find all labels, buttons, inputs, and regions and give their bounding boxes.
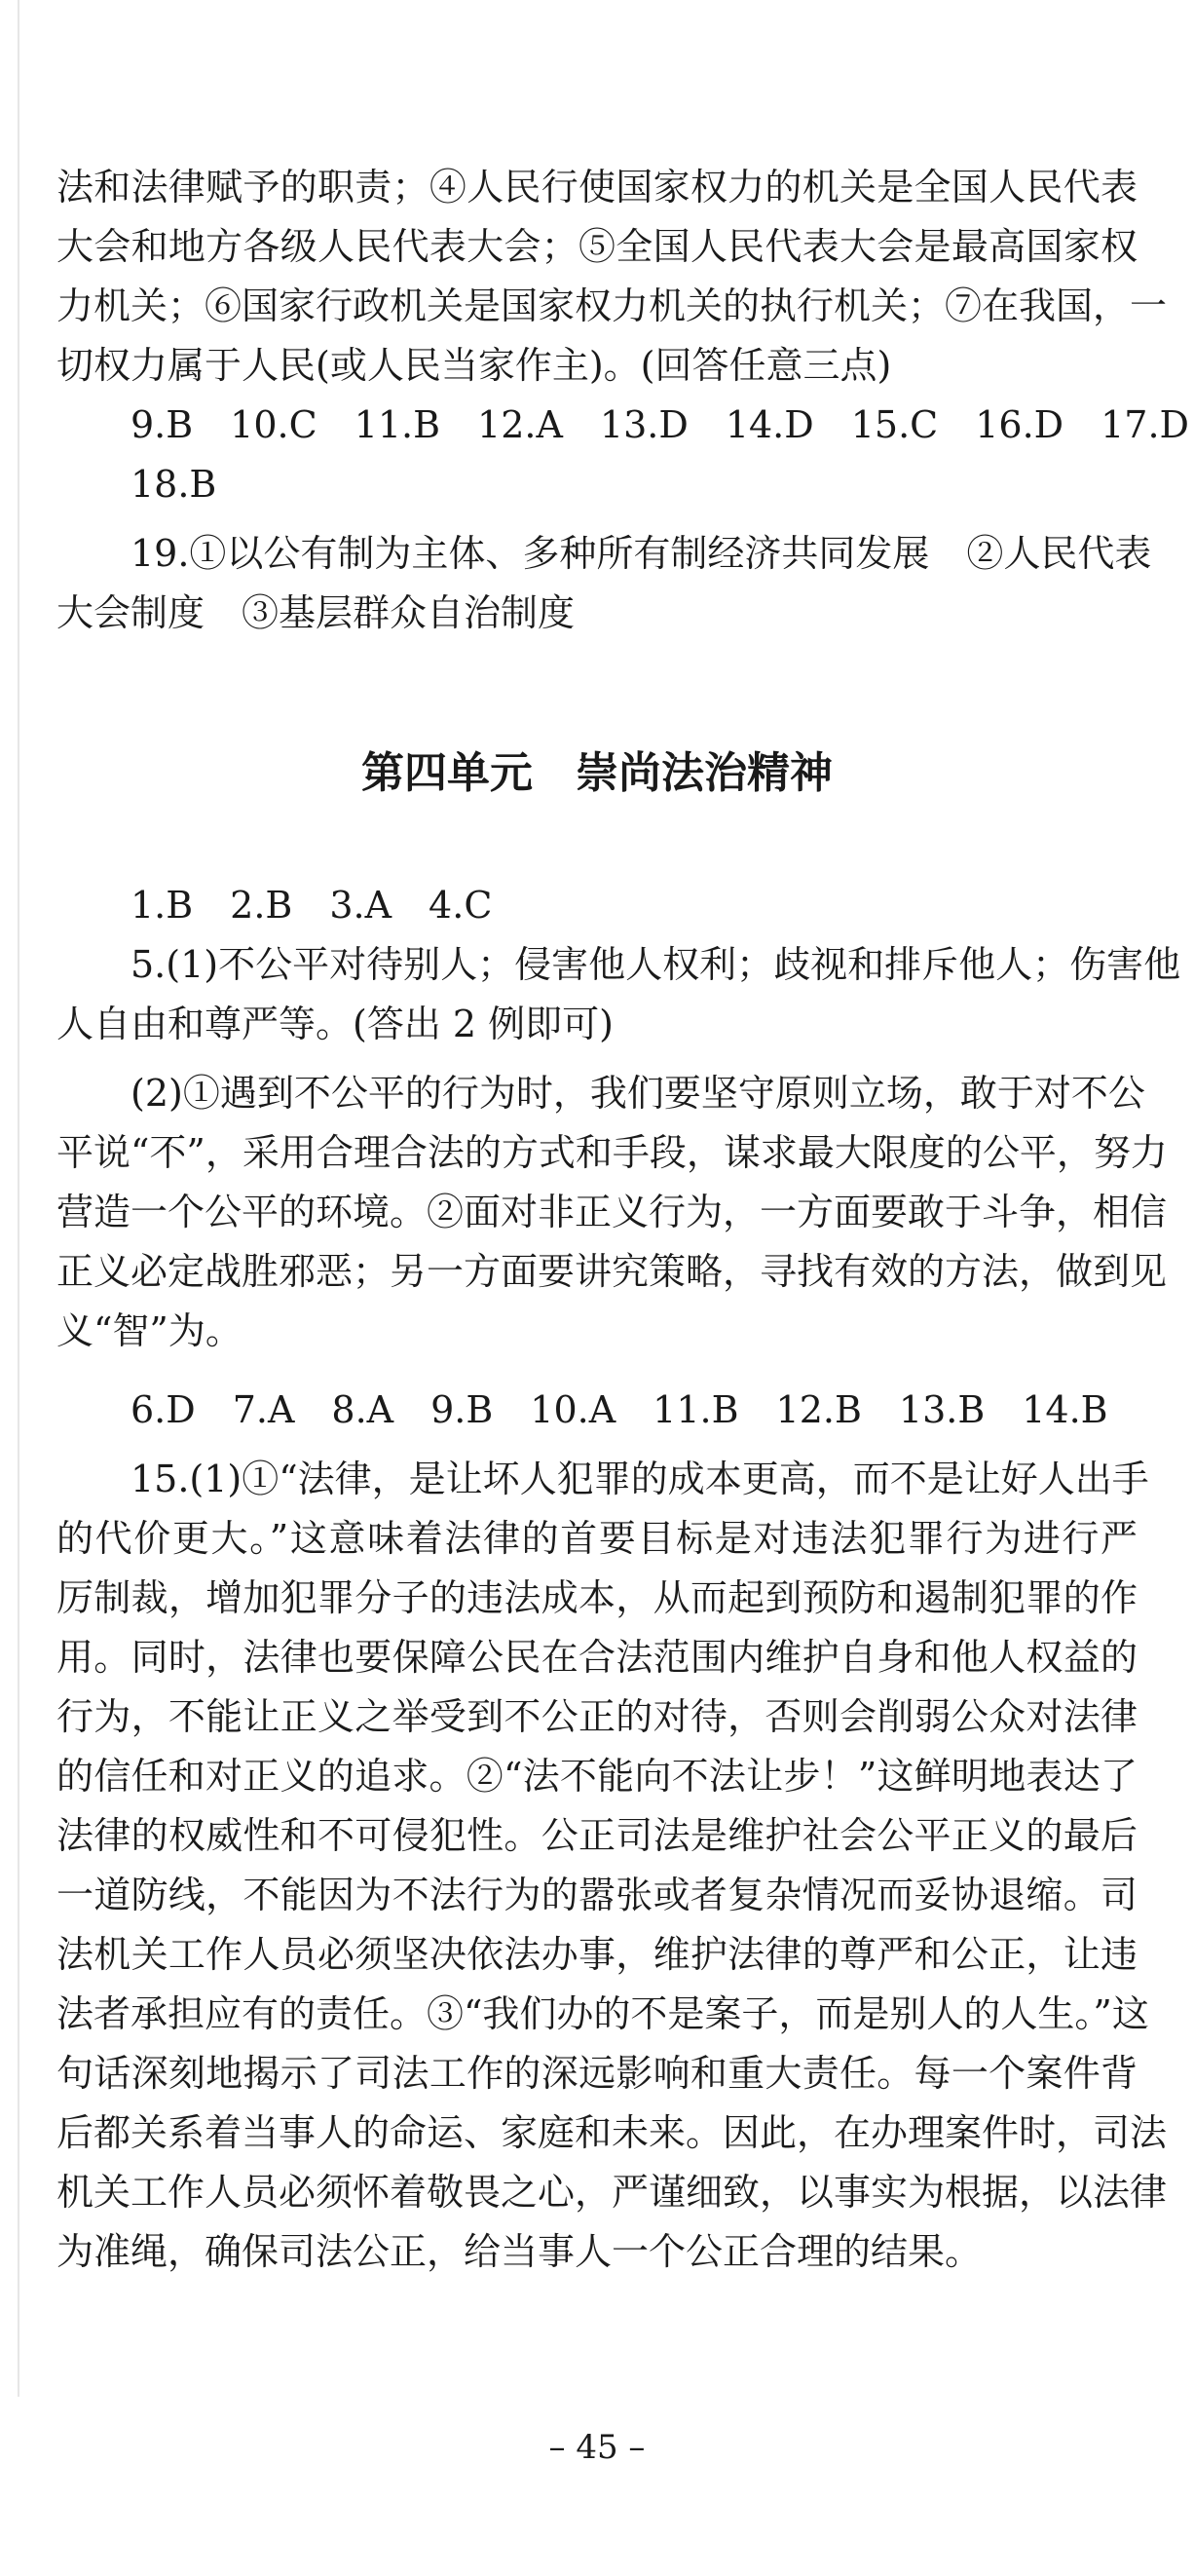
text-line: 用。同时，法律也要保障公民在合法范围内维护自身和他人权益的 — [56, 1636, 1138, 1679]
text-line: 切权力属于人民(或人民当家作主)。(回答任意三点) — [56, 344, 892, 387]
text-line: 机关工作人员必须怀着敬畏之心，严谨细致，以事实为根据，以法律 — [56, 2171, 1168, 2214]
text-line: 行为，不能让正义之举受到不公正的对待，否则会削弱公众对法律 — [56, 1695, 1138, 1738]
answer-key-line: 9.B 10.C 11.B 12.A 13.D 14.D 15.C 16.D 17.D — [131, 403, 1190, 446]
text-line: 大会和地方各级人民代表大会；⑤全国人民代表大会是最高国家权 — [56, 225, 1138, 268]
section-title: 第四单元 崇尚法治精神 — [361, 748, 833, 798]
text-line: 厉制裁，增加犯罪分子的违法成本，从而起到预防和遏制犯罪的作 — [56, 1576, 1138, 1619]
answer-key-line: 18.B — [131, 463, 217, 506]
scan-edge-divider — [18, 0, 19, 2397]
text-line: 5.(1)不公平对待别人；侵害他人权利；歧视和排斥他人；伤害他 — [131, 943, 1181, 986]
text-line: 法律的权威性和不可侵犯性。公正司法是维护社会公平正义的最后 — [56, 1814, 1138, 1857]
page-number: – 45 – — [548, 2428, 646, 2467]
text-line: 人自由和尊严等。(答出 2 例即可) — [56, 1003, 614, 1045]
text-line: 大会制度 ③基层群众自治制度 — [56, 591, 576, 634]
text-line: 一道防线，不能因为不法行为的嚣张或者复杂情况而妥协退缩。司 — [56, 1874, 1138, 1916]
text-line: 后都关系着当事人的命运、家庭和未来。因此，在办理案件时，司法 — [56, 2111, 1168, 2154]
text-line: 营造一个公平的环境。②面对非正义行为，一方面要敢于斗争，相信 — [56, 1191, 1168, 1233]
text-line: 的信任和对正义的追求。②“法不能向不法让步！”这鲜明地表达了 — [56, 1755, 1138, 1798]
answer-key-line: 6.D 7.A 8.A 9.B 10.A 11.B 12.B 13.B 14.B — [131, 1388, 1108, 1431]
answer-key-line: 1.B 2.B 3.A 4.C — [131, 884, 493, 927]
text-line: 平说“不”，采用合理合法的方式和手段，谋求最大限度的公平，努力 — [56, 1131, 1168, 1174]
text-line: 19.①以公有制为主体、多种所有制经济共同发展 ②人民代表 — [131, 532, 1152, 575]
text-line: 法机关工作人员必须坚决依法办事，维护法律的尊严和公正，让违 — [56, 1933, 1138, 1976]
text-line: 的代价更大。”这意味着法律的首要目标是对违法犯罪行为进行严 — [56, 1517, 1138, 1560]
text-line: 为准绳，确保司法公正，给当事人一个公正合理的结果。 — [56, 2230, 983, 2273]
text-line: 义“智”为。 — [56, 1309, 243, 1352]
text-line: 力机关；⑥国家行政机关是国家权力机关的执行机关；⑦在我国，一 — [56, 284, 1168, 327]
text-line: 15.(1)①“法律，是让坏人犯罪的成本更高，而不是让好人出手 — [131, 1458, 1149, 1500]
text-line: 句话深刻地揭示了司法工作的深远影响和重大责任。每一个案件背 — [56, 2052, 1138, 2095]
text-line: 法和法律赋予的职责；④人民行使国家权力的机关是全国人民代表 — [56, 166, 1138, 208]
text-line: 正义必定战胜邪恶；另一方面要讲究策略，寻找有效的方法，做到见 — [56, 1250, 1168, 1293]
text-line: 法者承担应有的责任。③“我们办的不是案子，而是别人的人生。”这 — [56, 1992, 1149, 2035]
text-line: (2)①遇到不公平的行为时，我们要坚守原则立场，敢于对不公 — [131, 1072, 1145, 1115]
